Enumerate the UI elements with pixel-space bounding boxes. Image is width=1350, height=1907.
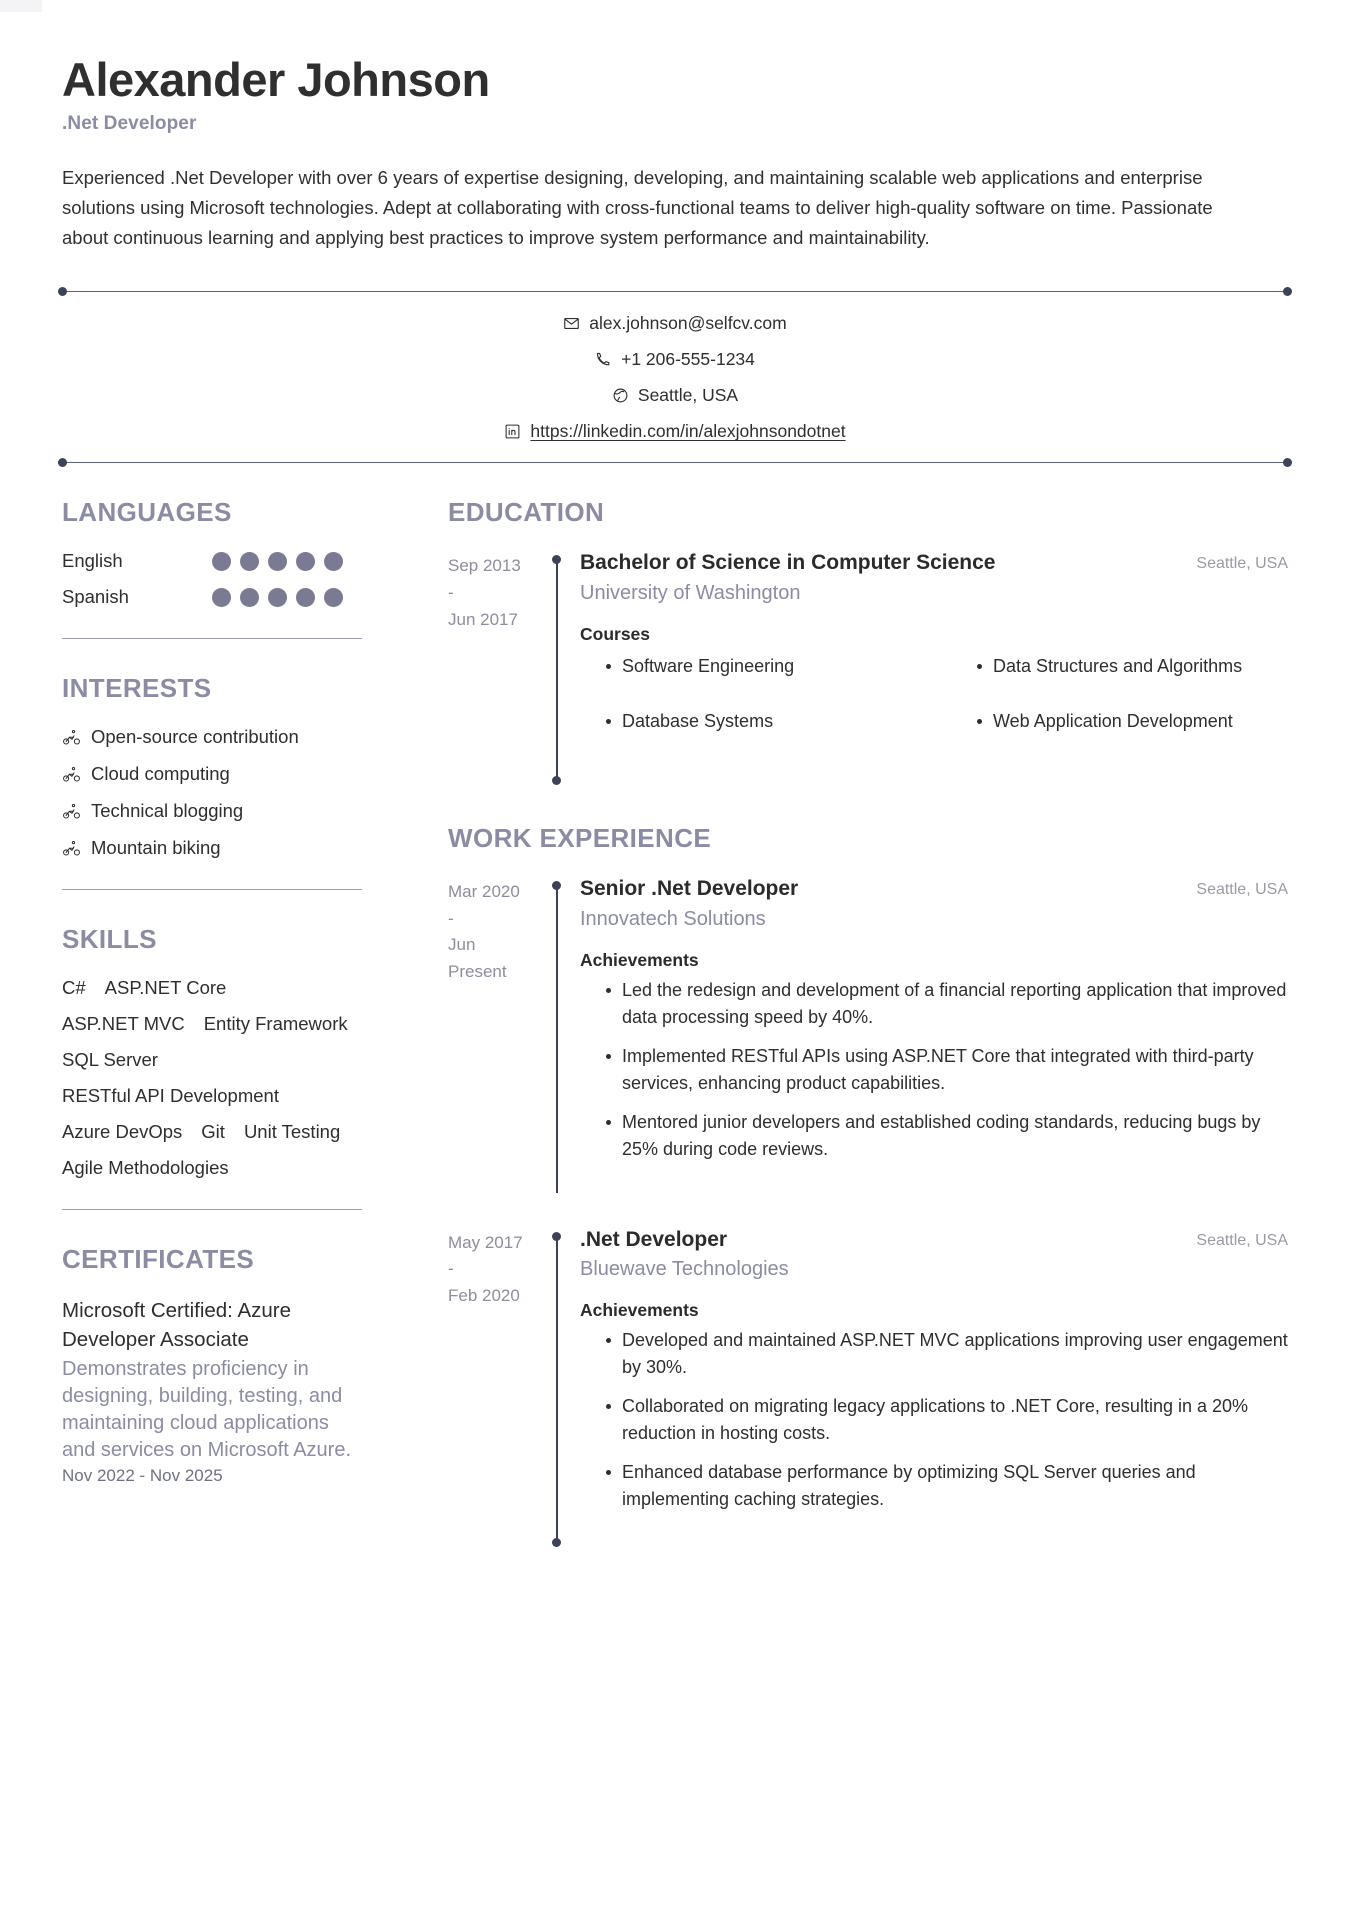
level-dot [296, 552, 315, 571]
timeline-dot [552, 1232, 561, 1241]
achievements-list [580, 977, 1288, 1163]
body-columns [62, 497, 1288, 1543]
skill-item: ASP.NET Core [104, 977, 227, 999]
achievement-item: Implemented RESTful APIs using ASP.NET Core that integrated with third-party services, enhancing product capabilities. [606, 1043, 1288, 1097]
date-start: Sep 2013 [448, 556, 521, 576]
professional-summary: Experienced .Net Developer with over 6 years of expertise designing, developing, and maintaining scalable web applications and enterprise solutions using Microsoft technologies. Adept at collaborating with cross-functional teams to deliver high-quality software on time. Passionate about continuous learning and applying best practices to improve system performance and maintainability. [62, 167, 1213, 249]
date-end-line2: Present [448, 961, 507, 981]
main-column [392, 497, 1288, 1543]
bicycle-icon [62, 728, 81, 747]
achievements-list [580, 1327, 1288, 1513]
sidebar-divider [62, 1209, 362, 1210]
school-name: University of Washington [580, 581, 801, 604]
skill-item: Entity Framework [203, 1013, 348, 1035]
skill-item: SQL Server [62, 1049, 158, 1071]
section-title-interests: INTERESTS [62, 673, 212, 704]
achievement-item: Led the redesign and development of a financial reporting application that improved data processing speed by 40%. [606, 977, 1288, 1031]
work-entry [448, 876, 1288, 1193]
interest-label: Technical blogging [91, 800, 244, 822]
skill-item: C# [62, 977, 86, 999]
candidate-headline: .Net Developer [62, 113, 197, 135]
interest-item [62, 837, 362, 859]
level-dot [212, 588, 231, 607]
level-dot [268, 552, 287, 571]
achievement-item: Mentored junior developers and established coding standards, reducing bugs by 25% during code reviews. [606, 1109, 1288, 1163]
certificate-date: Nov 2022 - Nov 2025 [62, 1465, 223, 1485]
contact-divider-top [62, 291, 1288, 292]
timeline-marker [550, 1227, 564, 1544]
degree-title: Bachelor of Science in Computer Science [580, 551, 996, 575]
interest-item [62, 726, 362, 748]
certificate-item [62, 1297, 362, 1486]
contact-phone[interactable]: +1 206-555-1234 [621, 349, 755, 370]
level-dot [240, 588, 259, 607]
contact-lines [62, 292, 1288, 462]
language-row [62, 586, 362, 608]
job-location: Seattle, USA [1196, 1231, 1288, 1249]
globe-icon [612, 387, 629, 404]
contact-divider-bottom [62, 462, 1288, 463]
bicycle-icon [62, 839, 81, 858]
interest-label: Open-source contribution [91, 726, 299, 748]
course-item: Database Systems [606, 708, 917, 735]
work-heading [580, 1227, 1288, 1253]
date-end-line1: Feb 2020 [448, 1285, 520, 1305]
date-start: Mar 2020 [448, 881, 520, 901]
level-dot [324, 552, 343, 571]
courses-grid [580, 653, 1288, 763]
language-name: English [62, 550, 123, 572]
company-name: Innovatech Solutions [580, 907, 766, 930]
timeline-dot [552, 776, 561, 785]
date-dash: - [448, 583, 454, 602]
timeline-line [556, 559, 558, 781]
contact-linkedin-row [62, 421, 1288, 442]
skill-item: Azure DevOps [62, 1121, 183, 1143]
bicycle-icon [62, 765, 81, 784]
skill-item: RESTful API Development [62, 1085, 279, 1107]
certificate-title: Microsoft Certified: Azure Developer Associate [62, 1299, 291, 1351]
contact-location-row [62, 385, 1288, 406]
linkedin-icon [504, 423, 521, 440]
language-level-dots [212, 588, 343, 607]
contact-phone-row [62, 349, 1288, 370]
section-spacer [448, 781, 1288, 823]
timeline-dot [552, 555, 561, 564]
education-details [564, 550, 1288, 781]
level-dot [296, 588, 315, 607]
level-dot [324, 588, 343, 607]
date-end-line1: Jun [448, 935, 476, 955]
bicycle-icon [62, 802, 81, 821]
certificate-description: Demonstrates proficiency in designing, building, testing, and maintaining cloud applications and services on Microsoft Azure. [62, 1357, 352, 1461]
work-date-range [448, 876, 550, 1193]
level-dot [240, 552, 259, 571]
contact-email[interactable]: alex.johnson@selfcv.com [589, 313, 787, 334]
job-location: Seattle, USA [1196, 880, 1288, 898]
course-item: Data Structures and Algorithms [977, 653, 1288, 680]
achievements-label: Achievements [580, 1300, 699, 1321]
interest-label: Mountain biking [91, 837, 221, 859]
sidebar [62, 497, 392, 1486]
courses-column-left [580, 653, 917, 763]
phone-icon [595, 351, 612, 368]
section-certificates [62, 1244, 362, 1486]
section-interests [62, 673, 362, 859]
timeline-line [556, 885, 558, 1193]
courses-column-right [951, 653, 1288, 763]
course-item: Software Engineering [606, 653, 917, 680]
skill-item: Unit Testing [243, 1121, 341, 1143]
date-start: May 2017 [448, 1232, 523, 1252]
work-entry [448, 1227, 1288, 1544]
section-title-languages: LANGUAGES [62, 497, 232, 528]
interest-label: Cloud computing [91, 763, 230, 785]
work-details [564, 876, 1288, 1193]
work-details [564, 1227, 1288, 1544]
level-dot [212, 552, 231, 571]
section-languages [62, 497, 362, 608]
education-heading [580, 550, 1288, 576]
section-title-work-experience: WORK EXPERIENCE [448, 822, 712, 853]
course-item: Web Application Development [977, 708, 1288, 735]
contact-block [62, 291, 1288, 463]
timeline-line [556, 1236, 558, 1544]
education-entry [448, 550, 1288, 781]
achievement-item: Enhanced database performance by optimizing SQL Server queries and implementing caching strategies. [606, 1459, 1288, 1513]
courses-label: Courses [580, 623, 651, 644]
contact-location: Seattle, USA [637, 385, 739, 406]
skill-item: Git [201, 1121, 225, 1143]
achievement-item: Developed and maintained ASP.NET MVC applications improving user engagement by 30%. [606, 1327, 1288, 1381]
date-dash: - [448, 908, 454, 928]
company-name: Bluewave Technologies [580, 1258, 789, 1281]
language-level-dots [212, 552, 343, 571]
language-row [62, 550, 362, 572]
level-dot [268, 588, 287, 607]
envelope-icon [563, 315, 580, 332]
date-dash: - [448, 1259, 454, 1279]
work-heading [580, 876, 1288, 902]
education-location: Seattle, USA [1196, 555, 1288, 573]
contact-linkedin-url[interactable]: https://linkedin.com/in/alexjohnsondotnet [530, 421, 846, 442]
job-title: .Net Developer [580, 1227, 728, 1251]
date-end: Jun 2017 [448, 609, 518, 629]
achievements-label: Achievements [580, 949, 699, 970]
section-title-certificates: CERTIFICATES [62, 1244, 255, 1275]
work-date-range [448, 1227, 550, 1544]
timeline-marker [550, 550, 564, 781]
achievement-item: Collaborated on migrating legacy applications to .NET Core, resulting in a 20% reduction in hosting costs. [606, 1393, 1288, 1447]
section-work-experience [448, 823, 1288, 1543]
section-skills [62, 924, 362, 1179]
job-title: Senior .Net Developer [580, 876, 799, 900]
section-education [448, 497, 1288, 781]
skills-list [62, 977, 362, 1179]
entry-spacer [448, 1193, 1288, 1227]
interest-item [62, 763, 362, 785]
skill-item: Agile Methodologies [62, 1157, 229, 1179]
section-title-skills: SKILLS [62, 924, 157, 955]
sidebar-divider [62, 889, 362, 890]
contact-email-row [62, 313, 1288, 334]
language-name: Spanish [62, 586, 129, 608]
section-title-education: EDUCATION [448, 497, 605, 528]
interest-item [62, 800, 362, 822]
skill-item: ASP.NET MVC [62, 1013, 185, 1035]
timeline-dot [552, 1538, 561, 1547]
candidate-name: Alexander Johnson [62, 53, 490, 106]
timeline-marker [550, 876, 564, 1193]
education-date-range [448, 550, 550, 781]
sidebar-divider [62, 638, 362, 639]
timeline-dot [552, 881, 561, 890]
